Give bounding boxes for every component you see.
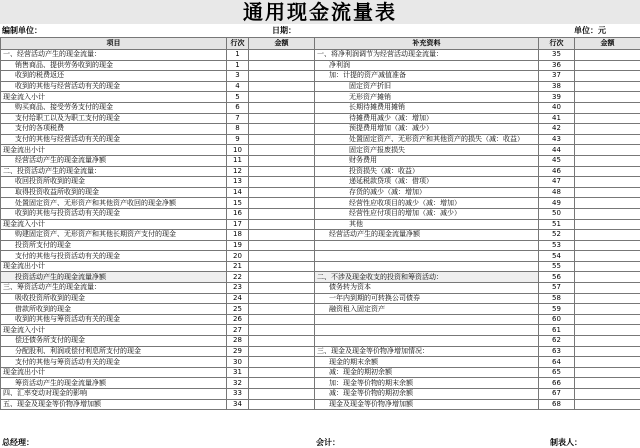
supp-cell — [315, 240, 539, 251]
line2-cell: 52 — [539, 230, 575, 241]
supp-cell: 现金及现金等价物净增加额 — [315, 399, 539, 410]
supp-cell: 其他 — [315, 219, 539, 230]
amount2-cell[interactable] — [575, 155, 640, 166]
line2-cell: 45 — [539, 155, 575, 166]
line-cell: 19 — [227, 240, 249, 251]
item-cell: 收到的其他与筹资活动有关的现金 — [1, 314, 227, 325]
amount2-cell[interactable] — [575, 177, 640, 188]
amount-cell[interactable] — [249, 367, 315, 378]
amount-cell[interactable] — [249, 399, 315, 410]
header-item: 项目 — [1, 38, 227, 50]
supp-cell — [315, 251, 539, 262]
supp-cell: 财务费用 — [315, 155, 539, 166]
amount2-cell[interactable] — [575, 92, 640, 103]
table-row — [1, 198, 640, 209]
table-row — [1, 230, 640, 241]
header-line: 行次 — [227, 38, 249, 50]
amount2-cell[interactable] — [575, 198, 640, 209]
amount-cell[interactable] — [249, 124, 315, 135]
amount2-cell[interactable] — [575, 166, 640, 177]
line-cell: 4 — [227, 81, 249, 92]
supp-cell: 预提费用增加（减：减少） — [315, 124, 539, 135]
line2-cell: 66 — [539, 378, 575, 389]
header-supp: 补充资料 — [315, 38, 539, 50]
line2-cell: 41 — [539, 113, 575, 124]
table-row — [1, 367, 640, 378]
item-cell: 借款所收到的现金 — [1, 304, 227, 315]
item-cell: 购买商品、接受劳务支付的现金 — [1, 102, 227, 113]
item-cell: 三、筹资活动产生的现金流量： — [1, 283, 227, 294]
amount-cell[interactable] — [249, 187, 315, 198]
supp-cell — [315, 261, 539, 272]
line-cell: 1 — [227, 60, 249, 71]
item-cell: 处置固定资产、无形资产和其他资产收回的现金净额 — [1, 198, 227, 209]
line2-cell: 67 — [539, 389, 575, 400]
table-row — [1, 325, 640, 336]
table-row — [1, 50, 640, 61]
table-row — [1, 71, 640, 82]
amount2-cell[interactable] — [575, 240, 640, 251]
supp-cell: 处置固定资产、无形资产和其他资产的损失（减：收益） — [315, 134, 539, 145]
line-cell: 15 — [227, 198, 249, 209]
line2-cell: 38 — [539, 81, 575, 92]
line2-cell: 40 — [539, 102, 575, 113]
amount-cell[interactable] — [249, 304, 315, 315]
amount-cell[interactable] — [249, 230, 315, 241]
supp-cell: 一年内到期的可转换公司债券 — [315, 293, 539, 304]
item-cell: 吸收投资所收到的现金 — [1, 293, 227, 304]
amount-cell[interactable] — [249, 272, 315, 283]
header-amount: 金额 — [249, 38, 315, 50]
meta-bar — [0, 25, 640, 36]
line-cell: 26 — [227, 314, 249, 325]
manager-label: 总经理： — [2, 438, 34, 447]
table-row — [1, 187, 640, 198]
supp-cell: 三、现金及现金等价物净增加情况： — [315, 346, 539, 357]
footer — [0, 437, 640, 448]
item-cell: 支付的其他与筹资活动有关的现金 — [1, 357, 227, 368]
accountant-label: 会计： — [316, 438, 340, 447]
amount2-cell[interactable] — [575, 346, 640, 357]
table-header-row — [1, 38, 640, 50]
line2-cell: 36 — [539, 60, 575, 71]
amount2-cell[interactable] — [575, 50, 640, 61]
unit-label: 编制单位： — [2, 26, 42, 35]
line2-cell: 43 — [539, 134, 575, 145]
line-cell: 24 — [227, 293, 249, 304]
line-cell: 21 — [227, 261, 249, 272]
line2-cell: 58 — [539, 293, 575, 304]
item-cell: 五、现金及现金等价物净增加额 — [1, 399, 227, 410]
supp-cell: 经营活动产生的现金流量净额 — [315, 230, 539, 241]
header-line2: 行次 — [539, 38, 575, 50]
table-row — [1, 219, 640, 230]
supp-cell: 无形资产摊销 — [315, 92, 539, 103]
item-cell: 购建固定资产、无形资产和其他长期资产支付的现金 — [1, 230, 227, 241]
amount2-cell[interactable] — [575, 272, 640, 283]
amount2-cell[interactable] — [575, 336, 640, 347]
supp-cell: 减：现金等价物的期初余额 — [315, 389, 539, 400]
line-cell: 17 — [227, 219, 249, 230]
amount-cell[interactable] — [249, 71, 315, 82]
amount-cell[interactable] — [249, 155, 315, 166]
item-cell: 收到的其他与经营活动有关的现金 — [1, 81, 227, 92]
amount2-cell[interactable] — [575, 230, 640, 241]
amount2-cell[interactable] — [575, 399, 640, 410]
amount2-cell[interactable] — [575, 208, 640, 219]
item-cell: 支付的各项税费 — [1, 124, 227, 135]
amount-cell[interactable] — [249, 92, 315, 103]
amount-cell[interactable] — [249, 113, 315, 124]
preparer-label: 制表人： — [550, 438, 582, 447]
table-row — [1, 261, 640, 272]
table-row — [1, 124, 640, 135]
item-cell: 偿还债务所支付的现金 — [1, 336, 227, 347]
table-row — [1, 283, 640, 294]
item-cell: 现金流出小计 — [1, 145, 227, 156]
line2-cell: 61 — [539, 325, 575, 336]
supp-cell — [315, 325, 539, 336]
amount2-cell[interactable] — [575, 134, 640, 145]
line2-cell: 59 — [539, 304, 575, 315]
line2-cell: 56 — [539, 272, 575, 283]
cash-flow-table — [0, 37, 640, 410]
amount-cell[interactable] — [249, 378, 315, 389]
line2-cell: 44 — [539, 145, 575, 156]
table-row — [1, 251, 640, 262]
amount-cell[interactable] — [249, 60, 315, 71]
amount2-cell[interactable] — [575, 325, 640, 336]
table-row — [1, 102, 640, 113]
line-cell: 22 — [227, 272, 249, 283]
amount2-cell[interactable] — [575, 219, 640, 230]
item-cell: 收到的税费返还 — [1, 71, 227, 82]
line-cell: 6 — [227, 102, 249, 113]
line-cell: 27 — [227, 325, 249, 336]
amount-cell[interactable] — [249, 261, 315, 272]
amount-cell[interactable] — [249, 166, 315, 177]
line-cell: 34 — [227, 399, 249, 410]
supp-cell: 加：现金等价物的期末余额 — [315, 378, 539, 389]
supp-cell: 债务转为资本 — [315, 283, 539, 294]
line2-cell: 63 — [539, 346, 575, 357]
table-row — [1, 134, 640, 145]
line2-cell: 42 — [539, 124, 575, 135]
line2-cell: 46 — [539, 166, 575, 177]
table-row — [1, 113, 640, 124]
amount2-cell[interactable] — [575, 187, 640, 198]
amount-cell[interactable] — [249, 177, 315, 188]
item-cell: 一、经营活动产生的现金流量： — [1, 50, 227, 61]
table-row — [1, 240, 640, 251]
line2-cell: 39 — [539, 92, 575, 103]
item-cell: 现金流入小计 — [1, 325, 227, 336]
amount2-cell[interactable] — [575, 251, 640, 262]
amount2-cell[interactable] — [575, 60, 640, 71]
line2-cell: 65 — [539, 367, 575, 378]
table-row — [1, 272, 640, 283]
item-cell: 现金流入小计 — [1, 219, 227, 230]
item-cell: 收回投资所收到的现金 — [1, 177, 227, 188]
money-unit-label: 单位：元 — [574, 26, 606, 35]
table-row — [1, 81, 640, 92]
amount-cell[interactable] — [249, 293, 315, 304]
table-row — [1, 60, 640, 71]
line2-cell: 64 — [539, 357, 575, 368]
item-cell: 支付的其他与投资活动有关的现金 — [1, 251, 227, 262]
line2-cell: 48 — [539, 187, 575, 198]
item-cell: 经营活动产生的现金流量净额 — [1, 155, 227, 166]
table-row — [1, 389, 640, 400]
amount-cell[interactable] — [249, 325, 315, 336]
table-row — [1, 399, 640, 410]
line-cell: 1 — [227, 50, 249, 61]
item-cell: 销售商品、提供劳务收到的现金 — [1, 60, 227, 71]
amount2-cell[interactable] — [575, 357, 640, 368]
item-cell: 收到的其他与投资活动有关的现金 — [1, 208, 227, 219]
amount2-cell[interactable] — [575, 102, 640, 113]
line2-cell: 53 — [539, 240, 575, 251]
supp-cell: 现金的期末余额 — [315, 357, 539, 368]
table-row — [1, 155, 640, 166]
supp-cell: 递延税款贷项（减：借项） — [315, 177, 539, 188]
line-cell: 7 — [227, 113, 249, 124]
amount-cell[interactable] — [249, 208, 315, 219]
line-cell: 3 — [227, 71, 249, 82]
line-cell: 30 — [227, 357, 249, 368]
line-cell: 16 — [227, 208, 249, 219]
supp-cell: 固定资产报废损失 — [315, 145, 539, 156]
line-cell: 23 — [227, 283, 249, 294]
line2-cell: 49 — [539, 198, 575, 209]
header-amount2: 金额 — [575, 38, 640, 50]
line-cell: 32 — [227, 378, 249, 389]
item-cell: 支付的其他与经营活动有关的现金 — [1, 134, 227, 145]
item-cell: 现金流入小计 — [1, 92, 227, 103]
amount-cell[interactable] — [249, 346, 315, 357]
item-cell: 取得投资收益所收到的现金 — [1, 187, 227, 198]
supp-cell: 减：现金的期初余额 — [315, 367, 539, 378]
item-cell: 现金流出小计 — [1, 261, 227, 272]
line2-cell: 62 — [539, 336, 575, 347]
item-cell: 分配股利、利润或偿付利息所支付的现金 — [1, 346, 227, 357]
line-cell: 13 — [227, 177, 249, 188]
table-row — [1, 346, 640, 357]
line2-cell: 51 — [539, 219, 575, 230]
supp-cell: 投资损失（减：收益） — [315, 166, 539, 177]
amount-cell[interactable] — [249, 251, 315, 262]
item-cell: 投资所支付的现金 — [1, 240, 227, 251]
item-cell: 筹资活动产生的现金流量净额 — [1, 378, 227, 389]
supp-cell — [315, 336, 539, 347]
table-row — [1, 177, 640, 188]
table-row — [1, 357, 640, 368]
supp-cell: 净利润 — [315, 60, 539, 71]
line-cell: 20 — [227, 251, 249, 262]
supp-cell: 一、将净利润调节为经营活动现金流量： — [315, 50, 539, 61]
table-row — [1, 336, 640, 347]
amount2-cell[interactable] — [575, 113, 640, 124]
amount-cell[interactable] — [249, 50, 315, 61]
supp-cell — [315, 314, 539, 325]
supp-cell: 固定资产折旧 — [315, 81, 539, 92]
amount-cell[interactable] — [249, 145, 315, 156]
amount-cell[interactable] — [249, 219, 315, 230]
amount2-cell[interactable] — [575, 378, 640, 389]
line-cell: 12 — [227, 166, 249, 177]
line2-cell: 68 — [539, 399, 575, 410]
item-cell: 支付给职工以及为职工支付的现金 — [1, 113, 227, 124]
line-cell: 10 — [227, 145, 249, 156]
supp-cell: 待摊费用减少（减：增加） — [315, 113, 539, 124]
amount-cell[interactable] — [249, 81, 315, 92]
supp-cell: 经营性应付项目的增加（减：减少） — [315, 208, 539, 219]
amount-cell[interactable] — [249, 357, 315, 368]
line2-cell: 35 — [539, 50, 575, 61]
item-cell: 四、汇率变动对现金的影响 — [1, 389, 227, 400]
amount-cell[interactable] — [249, 389, 315, 400]
table-row — [1, 293, 640, 304]
line2-cell: 54 — [539, 251, 575, 262]
item-cell: 二、投资活动产生的现金流量： — [1, 166, 227, 177]
amount-cell[interactable] — [249, 134, 315, 145]
line-cell: 28 — [227, 336, 249, 347]
line-cell: 33 — [227, 389, 249, 400]
page-title: 通用现金流量表 — [0, 0, 640, 24]
amount-cell[interactable] — [249, 283, 315, 294]
amount-cell[interactable] — [249, 314, 315, 325]
table-row — [1, 92, 640, 103]
amount2-cell[interactable] — [575, 81, 640, 92]
amount-cell[interactable] — [249, 336, 315, 347]
supp-cell: 加：计提的资产减值准备 — [315, 71, 539, 82]
supp-cell: 经营性应收项目的减少（减：增加） — [315, 198, 539, 209]
line-cell: 5 — [227, 92, 249, 103]
table-row — [1, 304, 640, 315]
line-cell: 29 — [227, 346, 249, 357]
line2-cell: 50 — [539, 208, 575, 219]
line-cell: 8 — [227, 124, 249, 135]
amount2-cell[interactable] — [575, 314, 640, 325]
supp-cell: 二、不涉及现金收支的投资和筹资活动： — [315, 272, 539, 283]
amount-cell[interactable] — [249, 240, 315, 251]
table-row — [1, 378, 640, 389]
line-cell: 31 — [227, 367, 249, 378]
amount2-cell[interactable] — [575, 71, 640, 82]
table-row — [1, 166, 640, 177]
line2-cell: 57 — [539, 283, 575, 294]
line2-cell: 60 — [539, 314, 575, 325]
line-cell: 14 — [227, 187, 249, 198]
amount2-cell[interactable] — [575, 367, 640, 378]
amount2-cell[interactable] — [575, 304, 640, 315]
amount2-cell[interactable] — [575, 293, 640, 304]
item-cell: 投资活动产生的现金流量净额 — [1, 272, 227, 283]
amount2-cell[interactable] — [575, 283, 640, 294]
supp-cell: 长期待摊费用摊销 — [315, 102, 539, 113]
line-cell: 25 — [227, 304, 249, 315]
item-cell: 现金流出小计 — [1, 367, 227, 378]
line2-cell: 37 — [539, 71, 575, 82]
supp-cell: 融资租入固定资产 — [315, 304, 539, 315]
amount2-cell[interactable] — [575, 124, 640, 135]
line-cell: 18 — [227, 230, 249, 241]
amount2-cell[interactable] — [575, 145, 640, 156]
supp-cell: 存货的减少（减：增加） — [315, 187, 539, 198]
amount2-cell[interactable] — [575, 389, 640, 400]
table-row — [1, 145, 640, 156]
table-row — [1, 208, 640, 219]
amount-cell[interactable] — [249, 102, 315, 113]
table-row — [1, 314, 640, 325]
line2-cell: 47 — [539, 177, 575, 188]
amount-cell[interactable] — [249, 198, 315, 209]
line-cell: 11 — [227, 155, 249, 166]
amount2-cell[interactable] — [575, 261, 640, 272]
line2-cell: 55 — [539, 261, 575, 272]
line-cell: 9 — [227, 134, 249, 145]
date-label: 日期： — [272, 26, 296, 35]
